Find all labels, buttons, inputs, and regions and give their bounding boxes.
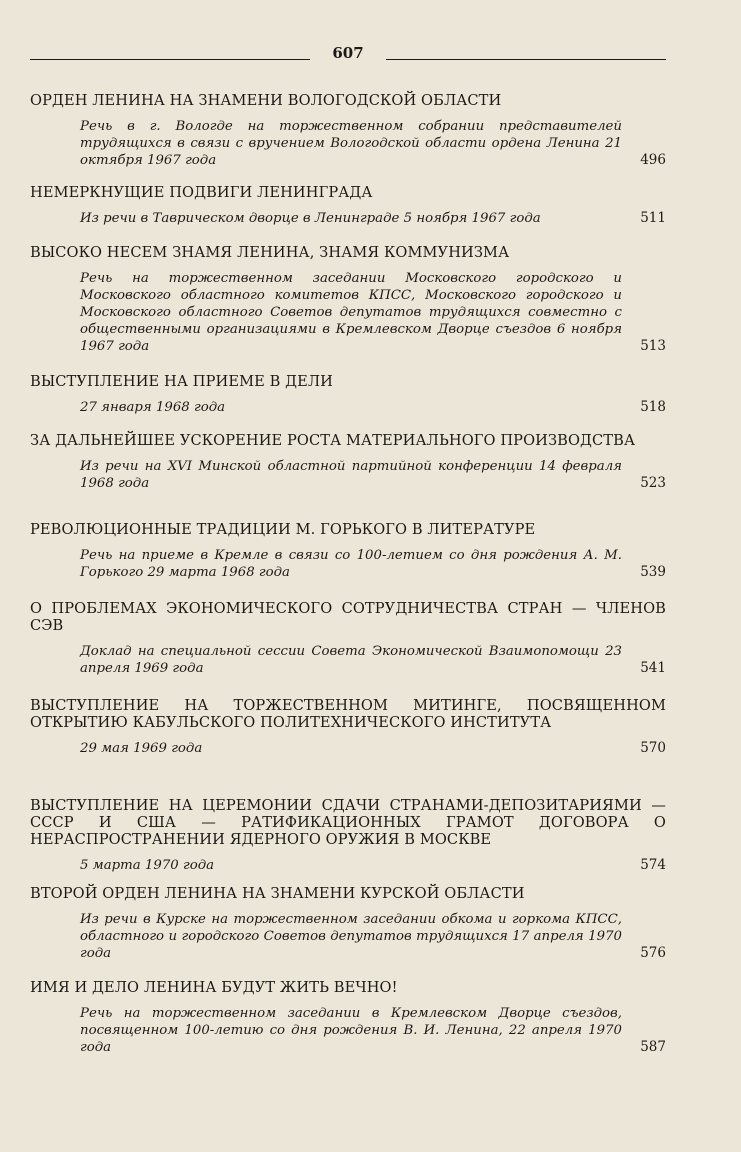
entry-page-number: 541 xyxy=(640,660,666,676)
entry-description: Речь на торжественном заседании в Кремлевском Дворце съездов, посвященном 100-летию со дня рождения В. И. Ленина, 22 апреля 1970 года xyxy=(80,1006,622,1055)
entry-description: Доклад на специальной сессии Совета Экономической Взаимопомощи 23 апреля 1969 года xyxy=(80,644,622,676)
toc-entry xyxy=(30,184,666,227)
entry-page-number: 539 xyxy=(640,564,666,580)
entry-title: РЕВОЛЮЦИОННЫЕ ТРАДИЦИИ М. ГОРЬКОГО В ЛИТЕРАТУРЕ xyxy=(30,521,536,538)
toc-entry xyxy=(30,244,666,355)
entry-title: ВЫСТУПЛЕНИЕ НА ЦЕРЕМОНИИ СДАЧИ СТРАНАМИ-ДЕПОЗИТАРИЯМИ — СССР И США — РАТИФИКАЦИОННЫХ ГРАМОТ ДОГОВОРА О НЕРАСПРОСТРАНЕНИИ ЯДЕРНОГО ОРУЖИЯ В МОСКВЕ xyxy=(30,797,666,848)
entry-description: Речь на приеме в Кремле в связи со 100-летием со дня рождения А. М. Горького 29 марта 1968 года xyxy=(80,548,622,580)
entry-page-number: 511 xyxy=(640,210,666,226)
entry-page-number: 513 xyxy=(640,338,666,354)
entry-description: 29 мая 1969 года xyxy=(80,741,203,756)
toc-entry xyxy=(30,600,666,677)
toc-entry xyxy=(30,797,666,874)
entry-page-number: 523 xyxy=(640,475,666,491)
entry-description: Из речи в Курске на торжественном заседании обкома и горкома КПСС, областного и городского Советов депутатов трудящихся 17 апреля 1970 года xyxy=(80,912,622,961)
toc-entry xyxy=(30,979,666,1056)
toc-entry xyxy=(30,373,666,416)
entry-description: Речь в г. Вологде на торжественном собрании представителей трудящихся в связи с вручением Вологодской области ордена Ленина 21 октября 1967 года xyxy=(80,119,622,168)
page-header xyxy=(30,44,666,68)
toc-entry xyxy=(30,432,666,492)
entry-title: ИМЯ И ДЕЛО ЛЕНИНА БУДУТ ЖИТЬ ВЕЧНО! xyxy=(30,979,398,996)
entry-description: Речь на торжественном заседании Московского городского и Московского областного комитетов КПСС, Московского городского и Московского областного Советов депутатов трудящихся совместно с общественными организациями в Кремлевском Дворце съездов 6 ноября 1967 года xyxy=(80,271,622,354)
toc-entry xyxy=(30,521,666,581)
entry-title: ВЫСТУПЛЕНИЕ НА ПРИЕМЕ В ДЕЛИ xyxy=(30,373,333,390)
toc-entry xyxy=(30,885,666,962)
entry-page-number: 518 xyxy=(640,399,666,415)
entry-page-number: 574 xyxy=(640,857,666,873)
entry-title: ВТОРОЙ ОРДЕН ЛЕНИНА НА ЗНАМЕНИ КУРСКОЙ ОБЛАСТИ xyxy=(30,885,525,902)
entry-title: ОРДЕН ЛЕНИНА НА ЗНАМЕНИ ВОЛОГОДСКОЙ ОБЛАСТИ xyxy=(30,92,502,109)
entry-title: ВЫСОКО НЕСЕМ ЗНАМЯ ЛЕНИНА, ЗНАМЯ КОММУНИЗМА xyxy=(30,244,510,261)
entry-page-number: 576 xyxy=(640,945,666,961)
page-number: 607 xyxy=(332,44,364,62)
entry-description: Из речи на XVI Минской областной партийной конференции 14 февраля 1968 года xyxy=(80,459,622,491)
entry-title: НЕМЕРКНУЩИЕ ПОДВИГИ ЛЕНИНГРАДА xyxy=(30,184,373,201)
entry-description: 27 января 1968 года xyxy=(80,400,226,415)
entry-page-number: 496 xyxy=(640,152,666,168)
entry-page-number: 587 xyxy=(640,1039,666,1055)
toc-entry xyxy=(30,92,666,169)
entry-title: ВЫСТУПЛЕНИЕ НА ТОРЖЕСТВЕННОМ МИТИНГЕ, ПОСВЯЩЕННОМ ОТКРЫТИЮ КАБУЛЬСКОГО ПОЛИТЕХНИЧЕСКОГО ИНСТИТУТА xyxy=(30,697,666,731)
entry-description: 5 марта 1970 года xyxy=(80,858,215,873)
toc-entry xyxy=(30,697,666,757)
entry-title: О ПРОБЛЕМАХ ЭКОНОМИЧЕСКОГО СОТРУДНИЧЕСТВА СТРАН — ЧЛЕНОВ СЭВ xyxy=(30,600,666,634)
entry-description: Из речи в Таврическом дворце в Ленинграде 5 ноября 1967 года xyxy=(80,211,541,226)
entry-page-number: 570 xyxy=(640,740,666,756)
header-rule-right xyxy=(386,59,666,60)
entry-title: ЗА ДАЛЬНЕЙШЕЕ УСКОРЕНИЕ РОСТА МАТЕРИАЛЬНОГО ПРОИЗВОДСТВА xyxy=(30,432,636,449)
